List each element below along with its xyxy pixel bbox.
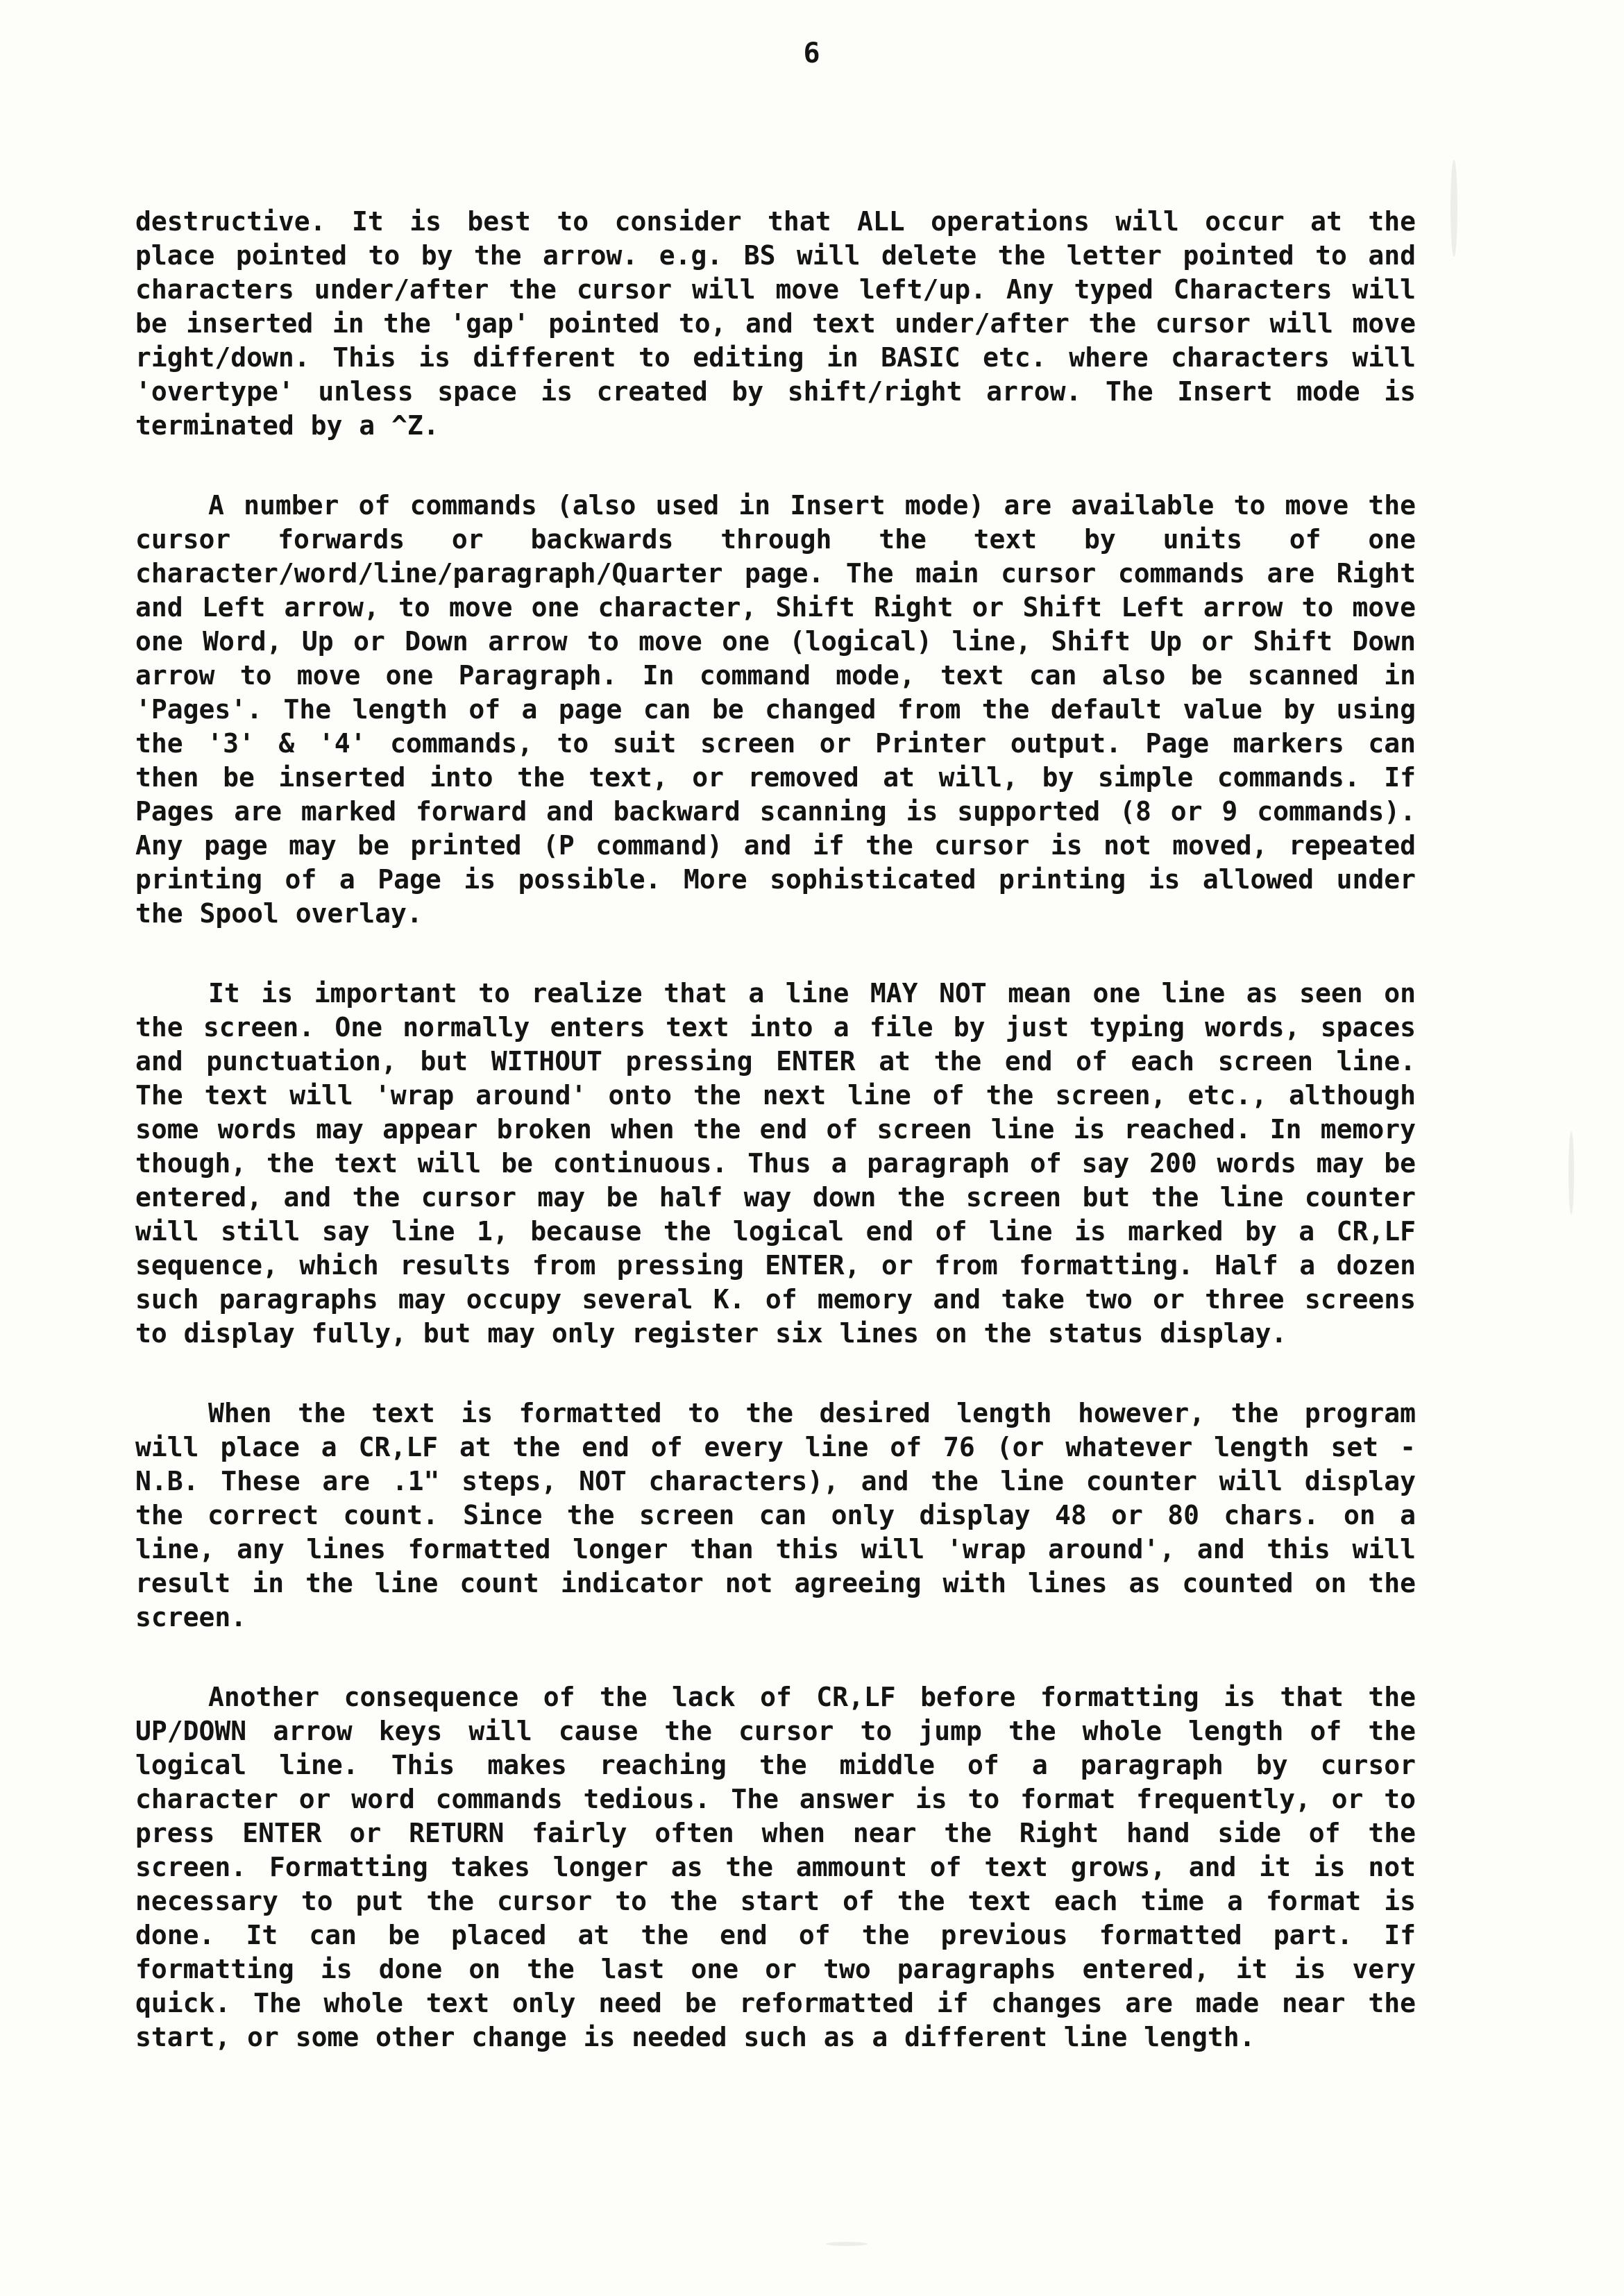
text-line: place pointed to by the arrow. e.g. BS will delete the letter pointed to and [135, 240, 1416, 271]
text-line: The text will 'wrap around' onto the next line of the screen, etc., although [135, 1080, 1416, 1111]
text-line: arrow to move one Paragraph. In command mode, text can also be scanned in [135, 660, 1416, 691]
text-line: necessary to put the cursor to the start of the text each time a format is [135, 1886, 1416, 1916]
text-line: Another consequence of the lack of CR,LF before formatting is that the [208, 1682, 1416, 1712]
text-line: logical line. This makes reaching the middle of a paragraph by cursor [135, 1750, 1416, 1780]
text-line: then be inserted into the text, or removed at will, by simple commands. If [135, 762, 1416, 793]
text-line: sequence, which results from pressing ENTER, or from formatting. Half a dozen [135, 1250, 1416, 1281]
text-line: Pages are marked forward and backward scanning is supported (8 or 9 commands). [135, 796, 1416, 827]
text-line: entered, and the cursor may be half way down the screen but the line counter [135, 1182, 1416, 1213]
scan-smudge [1568, 1131, 1574, 1215]
text-line: characters under/after the cursor will move left/up. Any typed Characters will [135, 274, 1416, 305]
text-line: character or word commands tedious. The answer is to format frequently, or to [135, 1784, 1416, 1814]
text-line: N.B. These are .1" steps, NOT characters), and the line counter will display [135, 1466, 1416, 1496]
text-line: terminated by a ^Z. [135, 410, 439, 441]
text-line: the screen. One normally enters text into a file by just typing words, spaces [135, 1012, 1416, 1043]
text-line: result in the line count indicator not agreeing with lines as counted on the [135, 1568, 1416, 1598]
scan-smudge [826, 2242, 868, 2246]
paragraph [135, 977, 1416, 1351]
text-line: When the text is formatted to the desired length however, the program [208, 1398, 1416, 1428]
text-line: screen. [135, 1602, 247, 1632]
text-line: character/word/line/paragraph/Quarter page. The main cursor commands are Right [135, 558, 1416, 589]
text-line: A number of commands (also used in Insert mode) are available to move the [208, 490, 1416, 521]
text-line: press ENTER or RETURN fairly often when near the Right hand side of the [135, 1818, 1416, 1848]
text-line: formatting is done on the last one or two paragraphs entered, it is very [135, 1954, 1416, 1984]
text-line: 'Pages'. The length of a page can be changed from the default value by using [135, 694, 1416, 725]
text-line: 'overtype' unless space is created by shift/right arrow. The Insert mode is [135, 376, 1416, 407]
paragraph [135, 1680, 1416, 2054]
paragraph [135, 205, 1416, 443]
text-line: screen. Formatting takes longer as the ammount of text grows, and it is not [135, 1852, 1416, 1882]
text-line: line, any lines formatted longer than this will 'wrap around', and this will [135, 1534, 1416, 1564]
text-line: will place a CR,LF at the end of every line of 76 (or whatever length set - [135, 1432, 1416, 1462]
text-line: will still say line 1, because the logical end of line is marked by a CR,LF [135, 1216, 1416, 1247]
text-line: and Left arrow, to move one character, Shift Right or Shift Left arrow to move [135, 592, 1416, 623]
paragraph [135, 489, 1416, 931]
text-line: cursor forwards or backwards through the text by units of one [135, 524, 1416, 555]
scan-smudge [1450, 160, 1457, 257]
text-line: quick. The whole text only need be reformatted if changes are made near the [135, 1988, 1416, 2018]
text-line: such paragraphs may occupy several K. of memory and take two or three screens [135, 1284, 1416, 1315]
text-line: printing of a Page is possible. More sophisticated printing is allowed under [135, 864, 1416, 895]
text-line: destructive. It is best to consider that ALL operations will occur at the [135, 206, 1416, 237]
text-line: the '3' & '4' commands, to suit screen or Printer output. Page markers can [135, 728, 1416, 759]
text-line: UP/DOWN arrow keys will cause the cursor to jump the whole length of the [135, 1716, 1416, 1746]
text-line: some words may appear broken when the end of screen line is reached. In memory [135, 1114, 1416, 1145]
text-line: right/down. This is different to editing in BASIC etc. where characters will [135, 342, 1416, 373]
document-body [135, 205, 1416, 2054]
paragraph [135, 1396, 1416, 1635]
text-line: It is important to realize that a line MAY NOT mean one line as seen on [208, 978, 1416, 1008]
text-line: to display fully, but may only register six lines on the status display. [135, 1318, 1287, 1349]
text-line: be inserted in the 'gap' pointed to, and text under/after the cursor will move [135, 308, 1416, 339]
text-line: one Word, Up or Down arrow to move one (logical) line, Shift Up or Shift Down [135, 626, 1416, 657]
text-line: start, or some other change is needed such as a different line length. [135, 2022, 1255, 2052]
text-line: done. It can be placed at the end of the previous formatted part. If [135, 1920, 1416, 1950]
text-line: Any page may be printed (P command) and if the cursor is not moved, repeated [135, 830, 1416, 861]
text-line: the correct count. Since the screen can only display 48 or 80 chars. on a [135, 1500, 1416, 1530]
text-line: though, the text will be continuous. Thus a paragraph of say 200 words may be [135, 1148, 1416, 1179]
text-line: and punctuation, but WITHOUT pressing ENTER at the end of each screen line. [135, 1046, 1416, 1077]
page-number: 6 [803, 37, 821, 69]
text-line: the Spool overlay. [135, 898, 423, 929]
